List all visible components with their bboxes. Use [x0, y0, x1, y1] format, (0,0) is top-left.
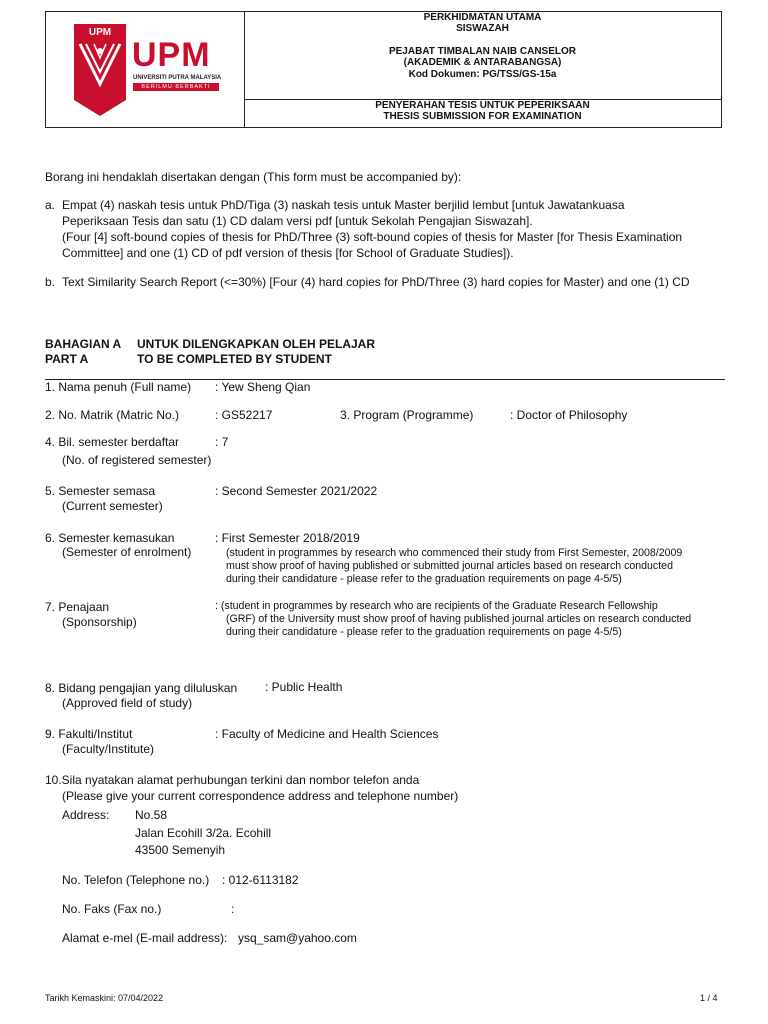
field-current-semester-value: : Second Semester 2021/2022 [215, 484, 378, 498]
field-study-value: : Public Health [265, 680, 343, 694]
field-enrolment-note-3: during their candidature - please refer to the graduation requirements on page 4-5/5) [226, 573, 622, 585]
part-label-en: PART A [45, 352, 89, 366]
field-programme-label: 3. Program (Programme) [340, 408, 474, 422]
address-label: Address: [62, 808, 110, 822]
list-marker-a: a. [45, 198, 56, 212]
telephone-label: No. Telefon (Telephone no.) [62, 873, 210, 887]
part-label-my: BAHAGIAN A [45, 337, 122, 351]
telephone-value: : 012-6113182 [222, 873, 299, 887]
header-line-3: PEJABAT TIMBALAN NAIB CANSELOR [388, 46, 577, 57]
field-full-name-label: 1. Nama penuh (Full name) [45, 380, 192, 394]
field-enrolment-label: 6. Semester kemasukan [45, 531, 175, 545]
field-study-label: 8. Bidang pengajian yang diluluskan [45, 681, 238, 695]
list-a-line-3: (Four [4] soft-bound copies of thesis for PhD/Three (3) soft-bound copies of thesis for Master [for Thesis Examination [62, 230, 683, 244]
list-a-line-2: Peperiksaan Tesis dan satu (1) CD dalam versi pdf [untuk Sekolah Pengajian Siswazah]. [62, 214, 533, 228]
field-enrolment-note-2: must show proof of having published or submitted journal articles based on research conducted [226, 560, 673, 572]
field-sponsorship-note-3: during their candidature - please refer to the graduation requirements on page 4-5/5) [226, 626, 622, 638]
field-sponsorship-note-2: (GRF) of the University must show proof of having published journal articles on research conducted [226, 613, 692, 625]
document-code: Kod Dokumen: PG/TSS/GS-15a [408, 69, 557, 80]
crest-text: UPM [88, 27, 112, 38]
logo-wordmark: UPM [132, 36, 211, 74]
field-semesters-value: : 7 [215, 435, 229, 449]
form-title-my: PENYERAHAN TESIS UNTUK PEPERIKSAAN [375, 100, 590, 111]
document-header [45, 11, 722, 128]
field-full-name-value: : Yew Sheng Qian [215, 380, 311, 394]
fax-label: No. Faks (Fax no.) [62, 902, 162, 916]
intro-text: Borang ini hendaklah disertakan dengan (This form must be accompanied by): [45, 170, 462, 184]
part-title-en: TO BE COMPLETED BY STUDENT [137, 352, 332, 366]
field-faculty-label: 9. Fakulti/Institut [45, 727, 133, 741]
field-current-semester-label-en: (Current semester) [62, 499, 163, 513]
header-line-4: (AKADEMIK & ANTARABANGSA) [403, 57, 562, 68]
field-enrolment-value: : First Semester 2018/2019 [215, 531, 360, 545]
field-sponsorship-label: 7. Penajaan [45, 600, 110, 614]
field-address-prompt-en: (Please give your current correspondence address and telephone number) [62, 789, 459, 803]
list-marker-b: b. [45, 275, 56, 289]
footer-page-number: 1 / 4 [700, 993, 718, 1003]
field-faculty-label-en: (Faculty/Institute) [62, 742, 155, 756]
footer-updated-date: Tarikh Kemaskini: 07/04/2022 [45, 993, 164, 1003]
field-sponsorship-note-1: : (student in programmes by research who are recipients of the Graduate Research Fellowship [215, 600, 658, 612]
list-a-line-1: Empat (4) naskah tesis untuk PhD/Tiga (3) naskah tesis untuk Master berjilid lembut [untuk Jawatankuasa [62, 198, 625, 212]
header-line-1: PERKHIDMATAN UTAMA [423, 12, 542, 23]
field-study-label-en: (Approved field of study) [62, 696, 193, 710]
field-enrolment-note-1: (student in programmes by research who commenced their study from First Semester, 2008/2009 [226, 547, 683, 559]
field-semesters-label-en: (No. of registered semester) [62, 453, 212, 467]
address-line-3: 43500 Semenyih [135, 843, 226, 857]
part-title-my: UNTUK DILENGKAPKAN OLEH PELAJAR [137, 337, 376, 351]
logo-cell [46, 12, 245, 127]
logo-subtitle: UNIVERSITI PUTRA MALAYSIA [133, 75, 222, 81]
email-value: ysq_sam@yahoo.com [238, 931, 357, 945]
field-current-semester-label: 5. Semester semasa [45, 484, 156, 498]
email-label: Alamat e-mel (E-mail address): [62, 931, 228, 945]
field-sponsorship-label-en: (Sponsorship) [62, 615, 137, 629]
logo-tagline: BERILMU BERBAKTI [133, 83, 219, 91]
field-address-prompt: 10.Sila nyatakan alamat perhubungan terkini dan nombor telefon anda [45, 773, 420, 787]
field-semesters-label: 4. Bil. semester berdaftar [45, 435, 180, 449]
header-line-2: SISWAZAH [456, 23, 509, 34]
fax-value: : [231, 902, 235, 916]
field-enrolment-label-en: (Semester of enrolment) [62, 545, 192, 559]
list-a-line-4: Committee] and one (1) CD of pdf version of thesis [for School of Graduate Studies]). [62, 246, 514, 260]
form-title-en: THESIS SUBMISSION FOR EXAMINATION [383, 111, 582, 122]
address-line-1: No.58 [135, 808, 168, 822]
field-matric-label: 2. No. Matrik (Matric No.) [45, 408, 180, 422]
address-line-2: Jalan Ecohill 3/2a. Ecohill [135, 826, 272, 840]
field-programme-value: : Doctor of Philosophy [510, 408, 628, 422]
field-matric-value: : GS52217 [215, 408, 273, 422]
list-b-line-1: Text Similarity Search Report (<=30%) [Four (4) hard copies for PhD/Three (3) hard copies for Master) and one (1) CD [62, 275, 690, 289]
upm-crest-icon [74, 24, 126, 116]
field-faculty-value: : Faculty of Medicine and Health Sciences [215, 727, 439, 741]
